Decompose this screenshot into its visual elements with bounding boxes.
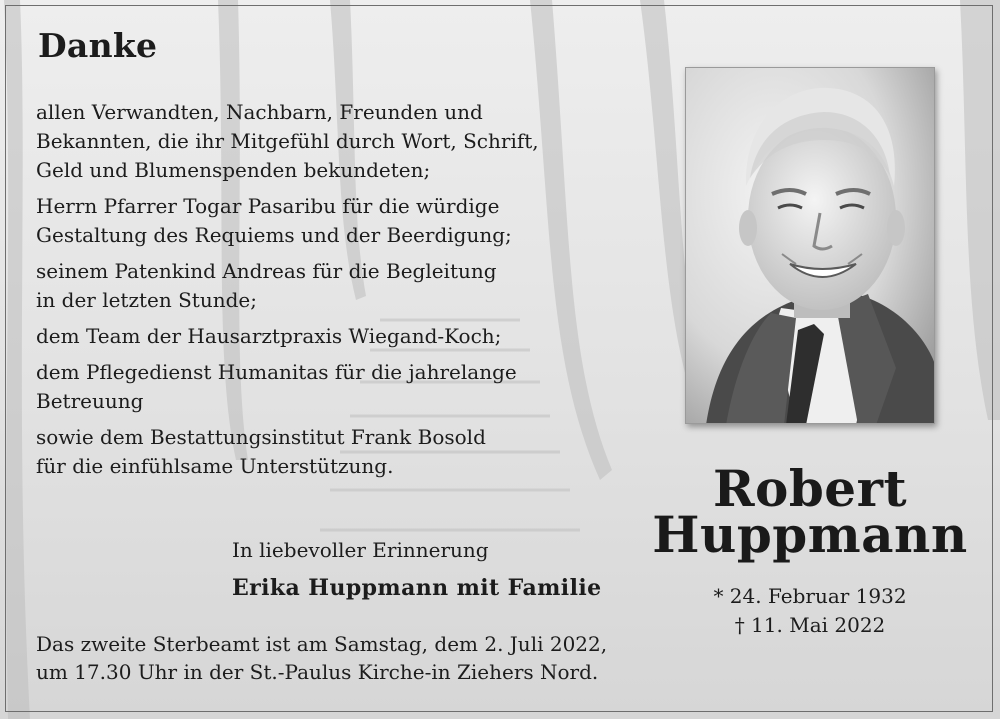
thanks-paragraph xyxy=(36,423,596,481)
thanks-line: dem Pflegedienst Humanitas für die jahrelange xyxy=(36,360,517,384)
thanks-line: allen Verwandten, Nachbarn, Freunden und xyxy=(36,100,483,124)
thanks-line: Geld und Blumenspenden bekundeten; xyxy=(36,158,431,182)
thanks-line: Gestaltung des Requiems und der Beerdigung; xyxy=(36,223,512,247)
service-notice xyxy=(36,630,636,686)
thanks-line: in der letzten Stunde; xyxy=(36,288,257,312)
thanks-paragraph xyxy=(36,98,596,185)
death-date: † 11. Mai 2022 xyxy=(734,613,886,637)
thanks-line: Bekannten, die ihr Mitgefühl durch Wort, Schrift, xyxy=(36,129,539,153)
thanks-paragraph xyxy=(36,257,596,315)
heading-danke: Danke xyxy=(38,26,158,65)
thanks-line: sowie dem Bestattungsinstitut Frank Bosold xyxy=(36,425,486,449)
thanks-line: dem Team der Hausarztpraxis Wiegand-Koch; xyxy=(36,324,502,348)
portrait-illustration xyxy=(686,68,935,424)
birth-date: * 24. Februar 1932 xyxy=(713,584,907,608)
thanks-text xyxy=(36,98,596,488)
thanks-paragraph xyxy=(36,358,596,416)
deceased-first-name: Robert xyxy=(712,459,908,518)
deceased-last-name: Huppmann xyxy=(652,505,968,564)
service-line: um 17.30 Uhr in der St.-Paulus Kirche-in Ziehers Nord. xyxy=(36,660,599,684)
service-line: Das zweite Sterbeamt ist am Samstag, dem 2. Juli 2022, xyxy=(36,632,608,656)
thanks-paragraph xyxy=(36,192,596,250)
thanks-line: Betreuung xyxy=(36,389,144,413)
memory-line: In liebevoller Erinnerung xyxy=(232,538,489,562)
thanks-paragraph xyxy=(36,322,596,351)
thanks-line: seinem Patenkind Andreas für die Begleitung xyxy=(36,259,497,283)
portrait-photo xyxy=(685,67,935,424)
thanks-line: für die einfühlsame Unterstützung. xyxy=(36,454,394,478)
thanks-line: Herrn Pfarrer Togar Pasaribu für die würdige xyxy=(36,194,500,218)
family-signature: Erika Huppmann mit Familie xyxy=(232,575,602,601)
